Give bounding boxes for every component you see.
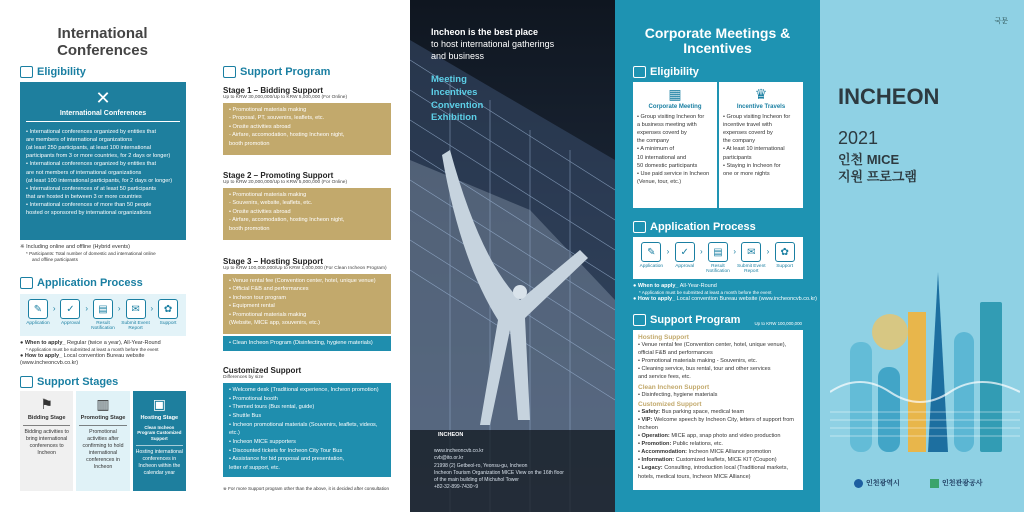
- criteria-item: • International conferences organized by entities that: [26, 129, 157, 135]
- incentive-travel-item: incentive travel with: [723, 122, 772, 129]
- custom-key: • Legacy:: [638, 465, 663, 472]
- incentive-travel-title: Incentive Travels: [736, 104, 786, 110]
- when-note: * Application must be submitted at least a month before the event: [26, 347, 159, 353]
- support-stages-heading: [20, 376, 118, 388]
- stage3-title: Stage 3 – Hosting Support: [223, 257, 324, 266]
- checklist-icon: [633, 66, 646, 78]
- corporate-meeting-item: expenses coverd by: [637, 130, 687, 137]
- stage-sub: Clean Incheon Program Customized Support: [137, 424, 182, 442]
- step-label: Application: [26, 321, 50, 326]
- criteria-item: • International conferences of at least 50 participants: [26, 185, 157, 192]
- stage2-item: - Airfare, accomodation, hosting Incheon night,: [229, 217, 345, 224]
- custom-list: [638, 408, 798, 481]
- stage2-limit: Up to KRW 20,000,000/Up to KRW 5,000,000 (For Online): [223, 180, 348, 185]
- corporate-meeting-item: 10 international and: [637, 154, 687, 161]
- corporate-meeting-title: Corporate Meeting: [648, 104, 702, 110]
- customized-item: • Themed tours (Bus rental, guide): [229, 404, 315, 411]
- customized-title: Customized Support: [223, 366, 302, 375]
- customized-item: • Incheon MICE supporters: [229, 438, 296, 445]
- stage3-item: • Venue rental fee (Convention center, hotel, unique venue): [229, 278, 376, 284]
- custom-value: Consulting, introduction local (Traditional markets,: [662, 465, 789, 472]
- custom-item: [638, 416, 798, 432]
- stage1-block: [223, 86, 391, 155]
- custom-item: [638, 440, 798, 448]
- custom-value: Incheon MICE Alliance promotion: [687, 449, 772, 456]
- incentive-travel-list: [723, 113, 799, 178]
- arrow-icon: ›: [766, 247, 770, 256]
- support-program-box: [633, 330, 803, 490]
- support-program-label-2: Support Program: [650, 314, 741, 326]
- criteria-item: (at least 100 international participants, for 2 days or longer): [26, 177, 173, 184]
- custom-key: • VIP:: [638, 416, 653, 423]
- tourism-logo: [930, 478, 983, 488]
- stage1-item: booth promotion: [229, 140, 270, 147]
- apply-info: [20, 340, 200, 367]
- incentive-travel-item: • Staying in Incheon for: [723, 162, 781, 169]
- custom-title: Customized Support: [638, 400, 702, 408]
- stages-icon: [20, 376, 33, 388]
- corporate-title: [615, 26, 820, 57]
- language-tag: 국문: [994, 18, 1008, 25]
- headline: [431, 26, 554, 62]
- clean-title: Clean Incheon Support: [638, 383, 710, 391]
- stage3-limit: Up to KRW 100,000,000/Up to KRW 1,000,000 (For Clean Incheon Program): [223, 266, 387, 271]
- meeting-icon: ▦: [668, 86, 682, 102]
- clipboard-icon: [223, 66, 236, 78]
- keyword: Convention: [431, 99, 484, 111]
- city-emblem-icon: [854, 479, 863, 488]
- custom-value: Customized leaflets, MICE KIT (Coupon): [674, 457, 777, 464]
- corporate-meeting-card: [633, 82, 717, 208]
- note-1: ※ Including online and offline (Hybrid events): [20, 244, 130, 250]
- city-logo: [854, 478, 900, 488]
- city-skyline-illustration: [830, 272, 1020, 462]
- how-text-2: Local convention Bureau website (www.incheoncvb.co.kr): [676, 296, 817, 303]
- corporate-meeting-item: • Use paid service in Incheon: [637, 170, 710, 177]
- stage1-items: [223, 103, 391, 155]
- arrow-icon: ›: [733, 247, 736, 256]
- tourism-org-name: 인천관광공사: [942, 480, 983, 487]
- arrow-icon: ›: [85, 304, 89, 313]
- custom-item: [638, 432, 798, 440]
- people-icon: ✕: [95, 88, 111, 108]
- divider: [26, 121, 180, 122]
- panel-corporate-meetings: [615, 0, 820, 512]
- how-label-2: ● How to apply_: [633, 296, 676, 303]
- step-label: Submit Event Report: [737, 264, 766, 275]
- custom-item: [638, 408, 798, 416]
- application-heading-2: [633, 221, 756, 233]
- criteria-item: participants from 3 or more countries, for 2 days or longer): [26, 153, 171, 160]
- contact-line: Incheon Tourism Organization MICE View on the 16th floor: [434, 469, 564, 476]
- criteria-item: are members of international organizations: [26, 137, 133, 144]
- stage1-limit: Up to KRW 30,000,000/Up to KRW 5,000,000 (For Online): [223, 95, 348, 100]
- corporate-meeting-item: the company: [637, 138, 670, 145]
- corporate-meeting-item: (Venue, tour, etc.): [637, 178, 682, 185]
- process-step: [23, 299, 53, 332]
- process-step: [666, 242, 700, 275]
- panel-cover-photo: [410, 0, 615, 512]
- contact-line: www.incheoncvb.co.kr: [434, 448, 484, 454]
- incentive-travel-item: expenses coverd by: [723, 130, 773, 137]
- stage3-items: [223, 274, 391, 334]
- stage-card: [20, 391, 73, 491]
- corporate-meeting-list: [637, 113, 713, 186]
- title-line-2: Conferences: [57, 41, 148, 59]
- step-label: Application: [639, 264, 664, 269]
- hosting-item: • Cleaning service, bus rental, tour and other services: [638, 366, 771, 373]
- customized-item: • Assistance for bid proposal and presentation,: [229, 456, 345, 463]
- stage-name: Hosting Stage: [140, 415, 179, 421]
- eligibility-box: [20, 82, 186, 240]
- stage2-title: Stage 2 – Promoting Support: [223, 171, 334, 180]
- application-label: Application Process: [37, 277, 143, 289]
- stage-card: [133, 391, 186, 491]
- step-label: Result Notification: [706, 264, 730, 275]
- stage-name: Promoting Stage: [80, 415, 126, 421]
- step-label: Result Notification: [91, 321, 115, 332]
- clean-item: • Disinfecting, hygiene materials: [638, 391, 718, 398]
- trophy-icon: ♛: [754, 86, 768, 102]
- corporate-title-2: Incentives: [683, 40, 752, 57]
- custom-item: [638, 464, 798, 472]
- hosting-item: and service fees, etc.: [638, 374, 691, 381]
- process-step: [121, 299, 154, 332]
- headline-3: and business: [431, 51, 485, 62]
- customized-sub: Differences by size: [223, 375, 264, 380]
- criteria-item: (at least 250 participants, at least 100 international: [26, 145, 152, 152]
- page-title: [0, 26, 205, 59]
- criteria-list: [26, 128, 180, 217]
- when-text-2: All-Year-Round: [679, 283, 717, 289]
- custom-key: • Information:: [638, 457, 675, 464]
- stage-icon: ▥: [96, 396, 110, 412]
- stage3-item: • Promotional materials making: [229, 311, 307, 318]
- corporate-meeting-item: • A minimum of: [637, 146, 675, 153]
- customized-item: • Shuttle Bus: [229, 412, 262, 419]
- step-label: Support: [159, 321, 177, 326]
- headline-1: Incheon is the best place: [431, 27, 539, 37]
- brand-title: INCHEON: [838, 84, 940, 109]
- arrow-icon: ›: [150, 304, 154, 313]
- when-label: ● When to apply_: [20, 340, 66, 346]
- hosting-list: [638, 341, 798, 382]
- stage3-item: (Website, MICE app, souvenirs, etc.): [229, 319, 320, 326]
- incentive-travel-item: one or more nights: [723, 170, 770, 177]
- custom-key: • Operation:: [638, 432, 670, 439]
- step-label: Support: [776, 264, 794, 269]
- contact-line: cvb@ito.or.kr: [434, 455, 464, 462]
- customized-item: • Discounted tickets for Incheon City Tour Bus: [229, 447, 343, 454]
- process-step: [636, 242, 667, 275]
- step-icon: ✿: [158, 299, 178, 319]
- incentive-travel-card: [719, 82, 803, 208]
- customized-item: letter of support, etc.: [229, 464, 280, 471]
- hosting-item: official F&B and performances: [638, 350, 713, 357]
- panel-international-conferences: [0, 0, 205, 512]
- step-icon: ✿: [775, 242, 795, 262]
- support-stages-label: Support Stages: [37, 376, 119, 388]
- form-icon: [633, 221, 646, 233]
- stage-desc: Promotional activities after confirming to hold international conferences in Incheon: [82, 428, 124, 470]
- corporate-title-1: Corporate Meetings &: [644, 25, 791, 41]
- criteria-item: are not members of international organizations: [26, 169, 142, 176]
- note-3: and offline participants: [32, 257, 78, 263]
- support-limit: Up to KRW 100,000,000: [754, 321, 802, 326]
- form-icon: [20, 277, 33, 289]
- stage-divider: [23, 425, 70, 426]
- clean-program: • Clean Incheon Program (Disinfecting, hygiene materials): [229, 340, 373, 346]
- process-step: [703, 242, 734, 275]
- stage3-item: • Incheon tour program: [229, 294, 286, 301]
- tourism-emblem-icon: [930, 479, 939, 488]
- incentive-travel-item: • At least 10 international: [723, 146, 785, 153]
- stage-divider: [79, 425, 126, 426]
- keyword-list: [431, 74, 483, 125]
- custom-key: • Accommodation:: [638, 449, 687, 456]
- eligibility-label: Eligibility: [37, 66, 86, 78]
- arrow-icon: ›: [666, 247, 670, 256]
- hosting-item: • Venue rental fee (Convention center, hotel, unique venue),: [638, 342, 787, 348]
- box-title: International Conferences: [59, 110, 147, 117]
- program-title-1: 인천 MICE: [838, 152, 900, 167]
- custom-value: Bus parking space, medical team: [660, 408, 745, 415]
- process-step: [153, 299, 183, 332]
- application-heading: [20, 277, 143, 289]
- stage2-items: [223, 188, 391, 240]
- custom-value: Public relations, etc.: [671, 441, 723, 448]
- criteria-item: • International conferences of more than 50 people: [26, 201, 152, 208]
- clipboard-icon: [633, 314, 646, 326]
- support-program-label: Support Program: [240, 66, 331, 78]
- checklist-icon: [20, 66, 33, 78]
- stage3-item: • Equipment rental: [229, 303, 275, 310]
- custom-item: [638, 448, 798, 456]
- corporate-meeting-item: 50 domestic participants: [637, 162, 698, 169]
- contact-line: 21998 (2) Getbeol-ro, Yeonsu-gu, Incheon: [434, 462, 528, 469]
- customized-items: [223, 383, 391, 477]
- footnote: ※ For more Support program other than the above, it is decided after consultation: [223, 486, 389, 491]
- customized-item: • Promotional booth: [229, 395, 278, 402]
- step-label: Submit Event Report: [121, 321, 150, 332]
- stage-name: Bidding Stage: [27, 415, 66, 421]
- stage-card: [76, 391, 129, 491]
- stage3-item: • Official F&B and performances: [229, 286, 309, 293]
- hosting-item: • Promotional materials making - Souvenirs, etc.: [638, 358, 758, 365]
- note-2: * Participants: Total number of domestic and international online: [26, 251, 156, 257]
- panel-cover: [820, 0, 1024, 512]
- how-text: Local convention Bureau website (www.incheoncvb.co.kr): [20, 353, 145, 367]
- stage2-item: booth promotion: [229, 225, 270, 232]
- step-icon: ✉: [741, 242, 761, 262]
- step-icon: ✉: [126, 299, 146, 319]
- eligibility-label-2: Eligibility: [650, 66, 699, 78]
- arrow-icon: ›: [52, 304, 56, 313]
- support-program-heading-2: [633, 314, 740, 326]
- stage1-item: - Airfare, accomodation, hosting Incheon night,: [229, 132, 345, 139]
- stage2-item: • Promotional materials making: [229, 192, 307, 198]
- stage2-block: [223, 171, 391, 240]
- incentive-travel-item: participants: [723, 154, 752, 161]
- stage3-block: [223, 257, 391, 351]
- hybrid-note: [20, 244, 156, 263]
- stage1-item: • Onsite activities abroad: [229, 123, 291, 130]
- hosting-title: Hosting Support: [638, 334, 689, 341]
- process-step: [88, 299, 118, 332]
- stage2-item: - Souvenirs, website, leaflets, etc.: [229, 200, 313, 207]
- customized-block: [223, 366, 391, 477]
- headline-2: to host international gatherings: [431, 39, 555, 50]
- program-title-2: 지원 프로그램: [838, 168, 917, 184]
- eligibility-heading-2: [633, 66, 699, 78]
- step-label: Approval: [60, 321, 80, 326]
- stage1-title: Stage 1 – Bidding Support: [223, 86, 324, 95]
- criteria-item: • International conferences organized by entities that: [26, 161, 157, 168]
- custom-item: [638, 456, 798, 464]
- stage-divider: [136, 445, 183, 446]
- apply-info-2: [633, 283, 818, 303]
- criteria-item: hosted or sponsored by international organizations: [26, 210, 152, 217]
- process-steps-2: [636, 242, 800, 275]
- how-label: ● How to apply_: [20, 353, 63, 360]
- custom-key: • Safety:: [638, 408, 661, 415]
- process-step: [736, 242, 767, 275]
- custom-key: • Promotion:: [638, 441, 672, 448]
- keyword: Meeting: [431, 74, 467, 85]
- stage-desc: Hosting international conferences in Incheon within the calendar year: [135, 449, 183, 477]
- arrow-icon: ›: [699, 247, 703, 256]
- step-icon: ▤: [708, 242, 728, 262]
- process-steps: [23, 299, 183, 332]
- corporate-meeting-item: a business meeting with: [637, 122, 697, 129]
- cvb-logo: INCHEON: [438, 432, 464, 438]
- criteria-item: that are hosted in between 3 or more countries: [26, 193, 142, 200]
- custom-item: [638, 473, 798, 481]
- step-icon: ✓: [60, 299, 80, 319]
- stage-icon: ▣: [152, 396, 166, 412]
- contact-info: [434, 448, 564, 492]
- support-program-heading: [223, 66, 330, 78]
- incentive-travel-item: the company: [723, 138, 756, 145]
- keyword: Incentives: [431, 86, 478, 98]
- when-text: Regular (twice a year), All-Year-Round: [67, 340, 161, 346]
- incentive-travel-item: • Group visiting Incheon for: [723, 114, 791, 120]
- contact-line: of the main building of Michuhol Tower: [434, 477, 519, 483]
- title-line-1: International: [57, 25, 148, 42]
- when-note-2: * Application must be submitted at least a month before the event: [639, 290, 772, 296]
- stage1-item: • Promotional materials making: [229, 107, 307, 113]
- eligibility-heading: [20, 66, 86, 78]
- stage-desc: Bidding activities to bring international conferences to Incheon: [24, 428, 69, 456]
- arrow-icon: ›: [117, 304, 121, 313]
- application-label-2: Application Process: [650, 221, 756, 233]
- custom-value: MICE app, snap photo and video production: [669, 432, 781, 439]
- keyword: Exhibition: [431, 112, 477, 124]
- city-name: 인천광역시: [866, 480, 900, 487]
- clean-list: [638, 391, 798, 399]
- process-flow: [20, 294, 186, 336]
- program-title: [838, 152, 917, 186]
- contact-line: +82-32-899-7430~9: [434, 484, 479, 491]
- stage-cards: [20, 391, 186, 491]
- stage1-item: - Proposal, PT, souvenirs, leaflets, etc.: [229, 115, 325, 122]
- custom-value: hotels, medical tours, Incheon MICE Alliance): [638, 473, 751, 480]
- step-icon: ✓: [675, 242, 695, 262]
- when-label-2: ● When to apply_: [633, 283, 679, 289]
- panel-support-program: [205, 0, 410, 512]
- customized-item: • Incheon promotional materials (Souvenirs, leaflets, videos, etc.): [229, 421, 378, 437]
- corporate-meeting-item: • Group visiting Incheon for: [637, 114, 705, 120]
- custom-value: Welcome speech by Incheon City, letters of support from Incheon: [638, 416, 794, 431]
- step-label: Approval: [675, 264, 695, 269]
- customized-item: • Welcome desk (Traditional experience, Incheon promotion): [229, 387, 379, 393]
- stage2-item: • Onsite activities abroad: [229, 208, 291, 215]
- process-step: [56, 299, 89, 332]
- process-flow-2: [633, 237, 803, 279]
- process-step: [766, 242, 800, 275]
- year: 2021: [838, 128, 879, 148]
- step-icon: ▤: [93, 299, 113, 319]
- step-icon: ✎: [28, 299, 48, 319]
- step-icon: ✎: [641, 242, 661, 262]
- stage-icon: ⚑: [40, 396, 53, 412]
